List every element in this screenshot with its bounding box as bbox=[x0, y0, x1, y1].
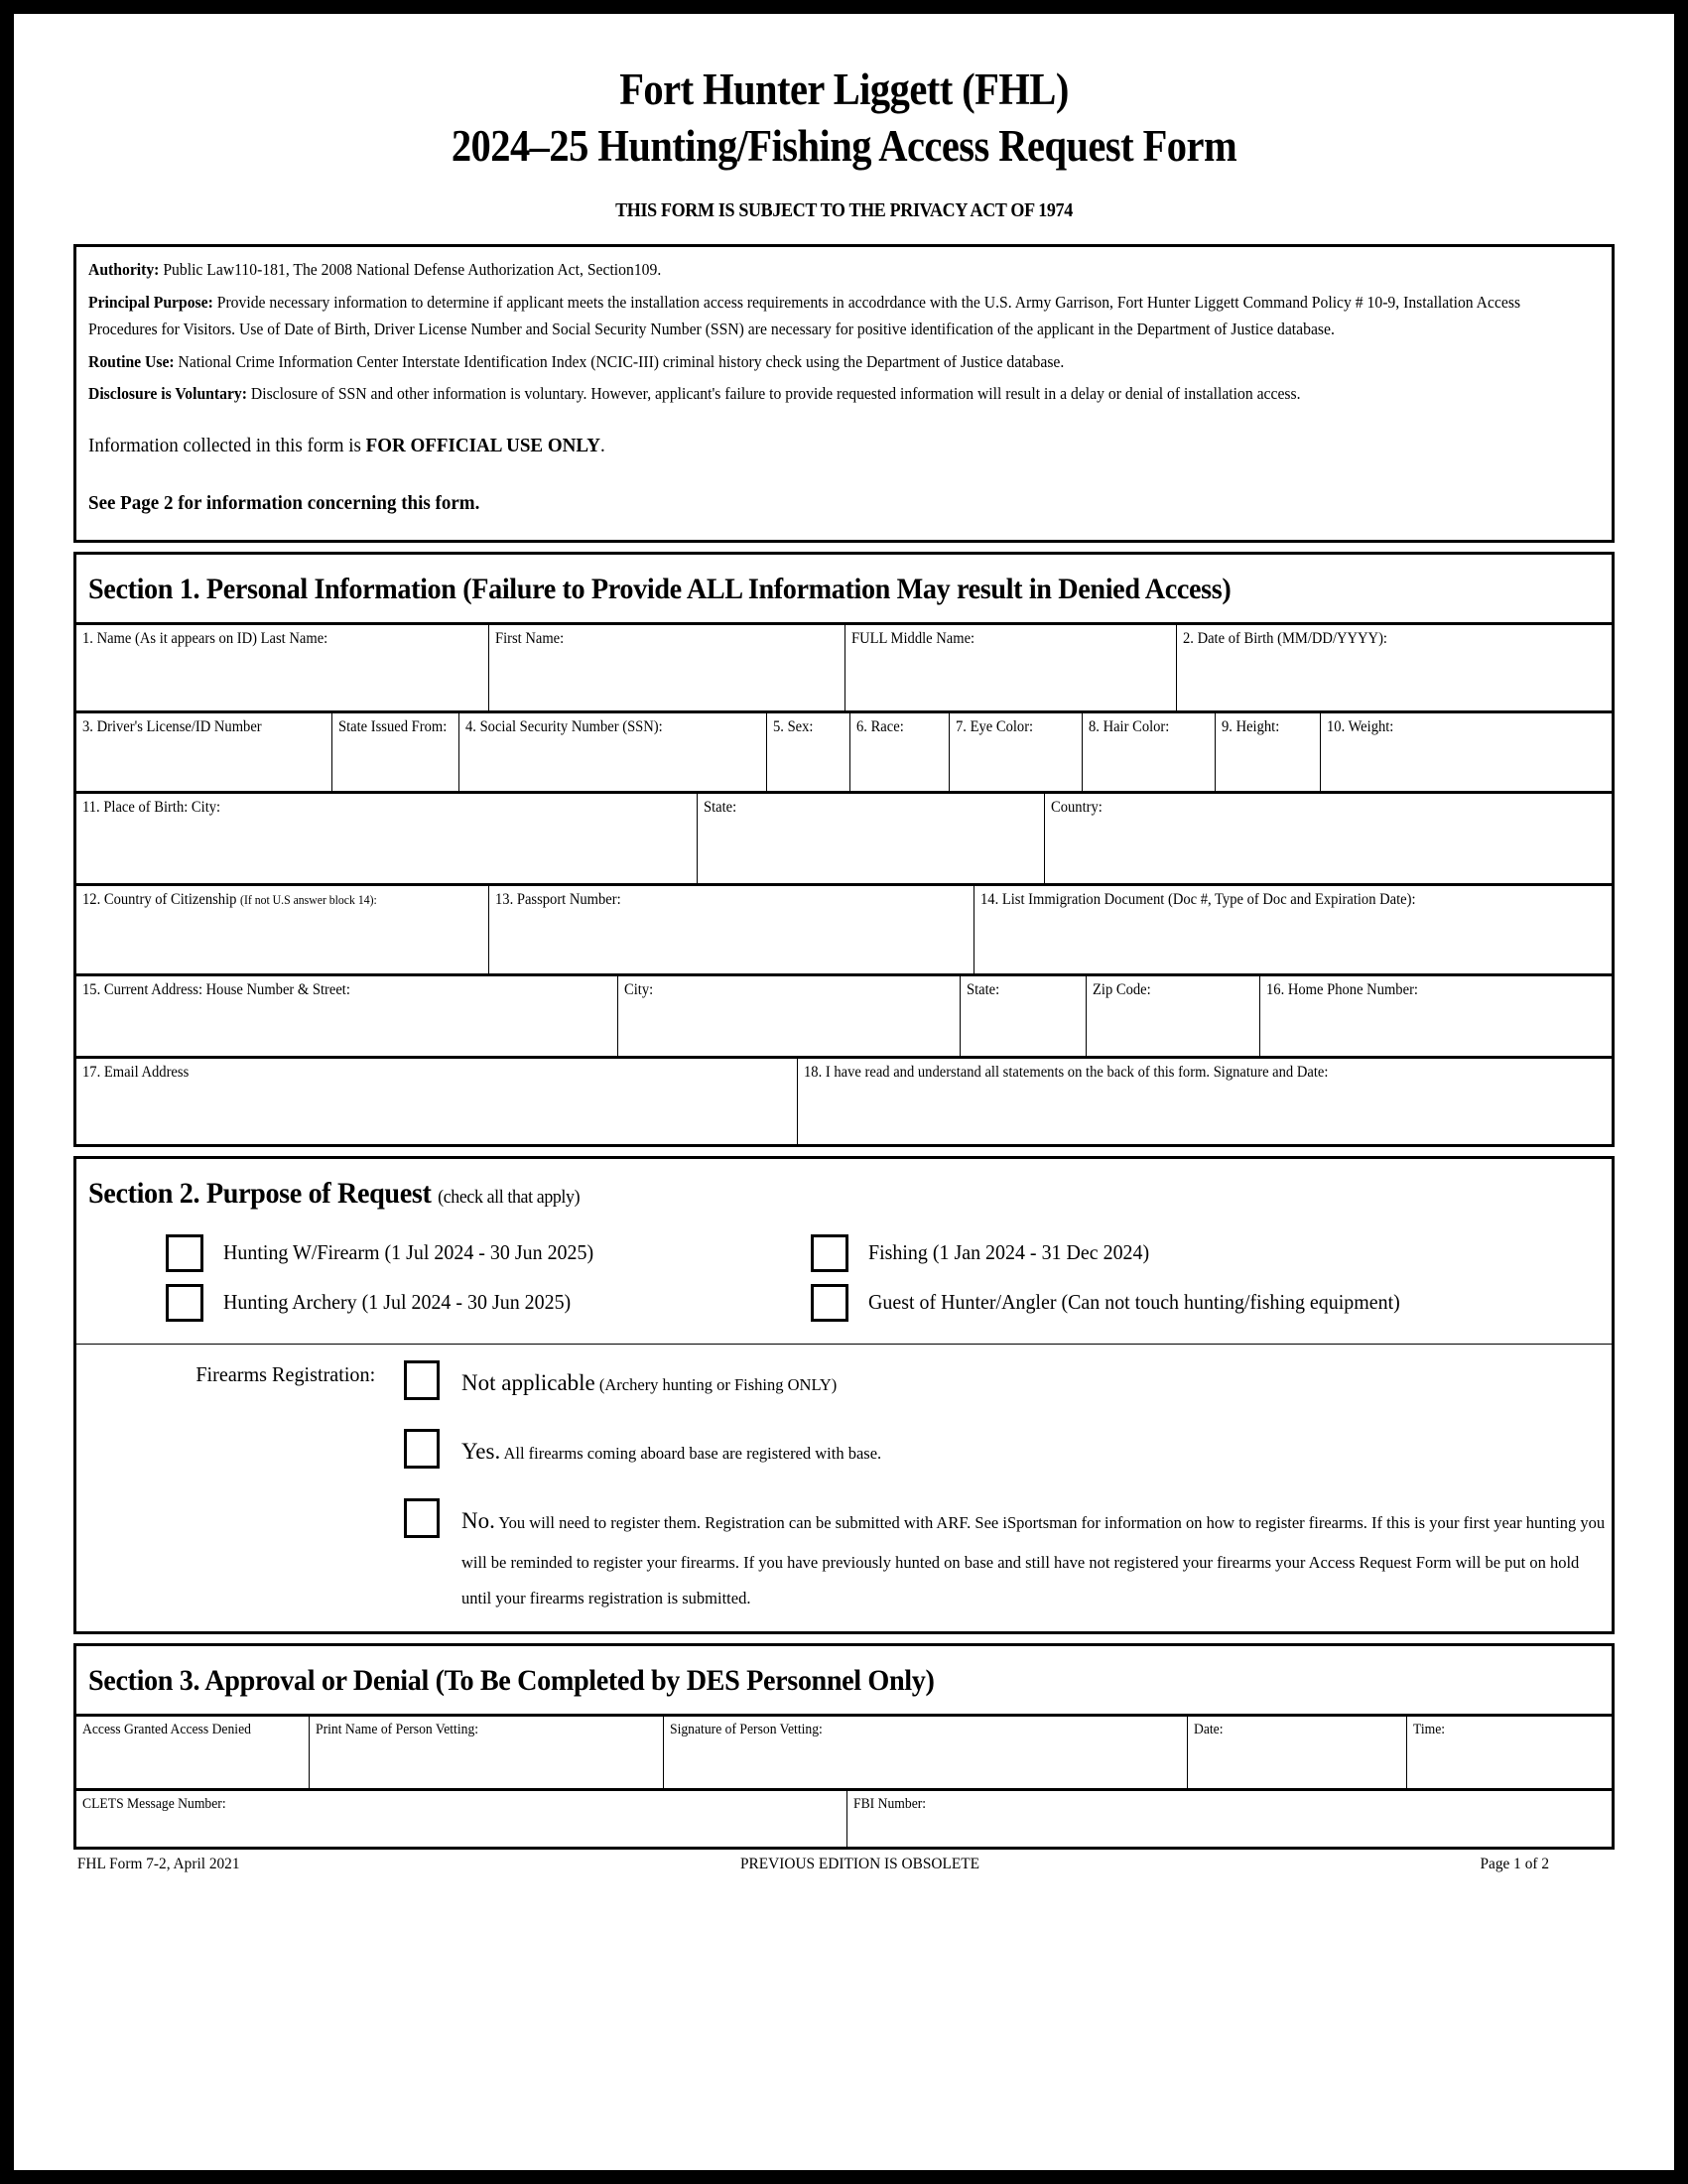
field-passport-label: 13. Passport Number: bbox=[495, 890, 622, 908]
privacy-principal-purpose bbox=[88, 290, 1524, 342]
privacy-authority bbox=[88, 257, 1524, 284]
field-state-issued-from[interactable] bbox=[332, 713, 459, 791]
firearms-no-text bbox=[461, 1496, 1612, 1615]
field-race-label: 6. Race: bbox=[856, 717, 904, 735]
section-2 bbox=[73, 1156, 1615, 1634]
privacy-authority-label: Authority: bbox=[88, 260, 160, 280]
section-2-title-text: Section 2. Purpose of Request bbox=[88, 1176, 432, 1210]
field-immigration-document-label: 14. List Immigration Document (Doc #, Type of Doc and Expiration Date): bbox=[979, 890, 1416, 908]
checkbox-guest[interactable] bbox=[811, 1284, 848, 1322]
field-row-citizenship bbox=[76, 883, 1612, 973]
field-sex-label: 5. Sex: bbox=[773, 717, 814, 735]
field-print-name-vetting[interactable] bbox=[310, 1717, 664, 1788]
checkbox-hunting-archery[interactable] bbox=[166, 1284, 203, 1322]
field-weight[interactable] bbox=[1321, 713, 1419, 791]
section-2-header bbox=[73, 1156, 1615, 1226]
field-date-of-birth-label: 2. Date of Birth (MM/DD/YYYY): bbox=[1182, 629, 1387, 647]
fouo-prefix: Information collected in this form is bbox=[88, 434, 366, 456]
field-address-state-label: State: bbox=[966, 980, 999, 998]
field-address-state[interactable] bbox=[961, 976, 1088, 1056]
purpose-option-guest[interactable] bbox=[801, 1284, 1428, 1322]
checkbox-firearms-not-applicable[interactable] bbox=[404, 1360, 440, 1400]
field-row-identifiers bbox=[76, 710, 1612, 791]
field-row-vetting bbox=[76, 1714, 1612, 1788]
field-drivers-license-label: 3. Driver's License/ID Number bbox=[82, 717, 262, 735]
section-2-title-note: (check all that apply) bbox=[438, 1186, 581, 1208]
field-pob-city-label: 11. Place of Birth: City: bbox=[82, 798, 221, 816]
privacy-fouo-line bbox=[88, 430, 1524, 461]
field-signature-and-date[interactable] bbox=[798, 1059, 1612, 1144]
firearms-not-applicable-note: (Archery hunting or Fishing ONLY) bbox=[598, 1374, 838, 1394]
firearms-not-applicable-label: Not applicable bbox=[461, 1369, 595, 1395]
page-title-line1: Fort Hunter Liggett (FHL) bbox=[619, 64, 1069, 114]
field-signature-vetting[interactable] bbox=[664, 1717, 1188, 1788]
field-address-zip[interactable] bbox=[1087, 976, 1260, 1056]
fouo-suffix: . bbox=[599, 434, 605, 456]
field-address-street[interactable] bbox=[76, 976, 618, 1056]
footer-page-number: Page 1 of 2 bbox=[1480, 1856, 1550, 1872]
field-signature-vetting-label: Signature of Person Vetting: bbox=[669, 1722, 823, 1737]
firearms-registration-block bbox=[73, 1344, 1615, 1634]
field-immigration-document[interactable] bbox=[974, 886, 1613, 973]
firearms-no-note: You will need to register them. Registration can be submitted with ARF. See iSportsman for information on how to register firearms. If this is your first year hunting you will be reminded to register your firearms. If you have previously hunted on base and still have not registered your firearms your Access Request Form will be put on hold until your firearms registration is submitted. bbox=[461, 1512, 1606, 1607]
field-email-address[interactable] bbox=[76, 1059, 798, 1144]
form-sheet bbox=[14, 14, 1674, 2170]
checkbox-firearms-no[interactable] bbox=[404, 1498, 440, 1538]
page-title-line2: 2024–25 Hunting/Fishing Access Request Form bbox=[451, 120, 1237, 171]
firearms-not-applicable-text bbox=[461, 1358, 837, 1407]
field-print-name-vetting-label: Print Name of Person Vetting: bbox=[316, 1722, 479, 1737]
footer-form-id: FHL Form 7-2, April 2021 bbox=[76, 1856, 240, 1872]
checkbox-fishing[interactable] bbox=[811, 1234, 848, 1272]
fouo-emphasis: FOR OFFICIAL USE ONLY bbox=[365, 434, 600, 456]
field-ssn-label: 4. Social Security Number (SSN): bbox=[465, 717, 663, 735]
section-1-fields bbox=[73, 622, 1615, 1147]
field-race[interactable] bbox=[850, 713, 950, 791]
field-clets-message-number-label: CLETS Message Number: bbox=[82, 1796, 226, 1812]
field-clets-message-number[interactable] bbox=[76, 1791, 847, 1847]
field-drivers-license[interactable] bbox=[76, 713, 332, 791]
firearms-no-label: No. bbox=[461, 1507, 495, 1533]
field-first-name[interactable] bbox=[489, 625, 845, 710]
field-row-address bbox=[76, 973, 1612, 1056]
field-eye-color-label: 7. Eye Color: bbox=[956, 717, 1034, 735]
purpose-option-hunting-firearm[interactable] bbox=[76, 1234, 801, 1272]
field-first-name-label: First Name: bbox=[495, 629, 565, 647]
section-3-header bbox=[73, 1643, 1615, 1714]
field-access-status-label: Access Granted Access Denied bbox=[82, 1722, 251, 1737]
field-citizenship[interactable] bbox=[76, 886, 489, 973]
see-page-2-note: See Page 2 for information concerning this form. bbox=[88, 492, 480, 515]
field-passport[interactable] bbox=[489, 886, 974, 973]
privacy-disclosure bbox=[88, 381, 1524, 408]
field-pob-state[interactable] bbox=[698, 794, 1046, 883]
checkbox-firearms-yes[interactable] bbox=[404, 1429, 440, 1469]
firearms-option-not-applicable[interactable] bbox=[76, 1358, 1612, 1427]
section-1-title: Section 1. Personal Information (Failure to Provide ALL Information May result in Denied Access) bbox=[88, 572, 1232, 605]
field-fbi-number[interactable] bbox=[847, 1791, 1612, 1847]
field-address-street-label: 15. Current Address: House Number & Street: bbox=[82, 980, 350, 998]
field-row-place-of-birth bbox=[76, 791, 1612, 883]
field-vetting-time-label: Time: bbox=[1412, 1722, 1445, 1737]
field-hair-color-label: 8. Hair Color: bbox=[1089, 717, 1170, 735]
firearms-option-yes[interactable] bbox=[76, 1427, 1612, 1495]
privacy-disclosure-label: Disclosure is Voluntary: bbox=[88, 384, 247, 404]
form-footer bbox=[73, 1850, 1553, 1873]
field-last-name-label: 1. Name (As it appears on ID) Last Name: bbox=[82, 629, 328, 647]
section-1 bbox=[73, 552, 1615, 1147]
privacy-act-statement-box bbox=[73, 244, 1615, 542]
field-weight-label: 10. Weight: bbox=[1327, 717, 1394, 735]
purpose-row-2 bbox=[76, 1278, 1612, 1328]
field-hair-color[interactable] bbox=[1083, 713, 1216, 791]
section-2-title bbox=[88, 1177, 1509, 1211]
field-row-name bbox=[76, 622, 1612, 710]
section-1-header bbox=[73, 552, 1615, 622]
form-header bbox=[73, 62, 1615, 222]
field-address-city[interactable] bbox=[618, 976, 961, 1056]
field-signature-and-date-label: 18. I have read and understand all statements on the back of this form. Signature and Date: bbox=[804, 1063, 1329, 1081]
field-address-zip-label: Zip Code: bbox=[1093, 980, 1151, 998]
field-date-of-birth[interactable] bbox=[1177, 625, 1612, 710]
privacy-routine-use-label: Routine Use: bbox=[88, 351, 175, 371]
privacy-act-notice: THIS FORM IS SUBJECT TO THE PRIVACY ACT OF 1974 bbox=[615, 199, 1073, 222]
field-fbi-number-label: FBI Number: bbox=[852, 1796, 927, 1812]
firearms-option-no[interactable] bbox=[76, 1496, 1612, 1615]
field-middle-name-label: FULL Middle Name: bbox=[850, 629, 975, 647]
field-eye-color[interactable] bbox=[950, 713, 1083, 791]
purpose-row-1 bbox=[76, 1228, 1612, 1278]
field-height-label: 9. Height: bbox=[1222, 717, 1280, 735]
field-last-name[interactable] bbox=[76, 625, 489, 710]
purpose-option-hunting-archery[interactable] bbox=[76, 1284, 801, 1322]
field-citizenship-label: 12. Country of Citizenship (If not U.S answer block 14): bbox=[82, 890, 377, 908]
field-row-email-signature bbox=[76, 1056, 1612, 1147]
field-address-city-label: City: bbox=[623, 980, 653, 998]
firearms-yes-label: Yes. bbox=[461, 1439, 501, 1465]
field-email-address-label: 17. Email Address bbox=[82, 1063, 190, 1081]
purpose-option-fishing-label: Fishing (1 Jan 2024 - 31 Dec 2024) bbox=[868, 1240, 1150, 1265]
field-pob-country-label: Country: bbox=[1051, 798, 1104, 816]
section-3 bbox=[73, 1643, 1615, 1850]
section-3-fields bbox=[73, 1714, 1615, 1850]
purpose-option-guest-label: Guest of Hunter/Angler (Can not touch hunting/fishing equipment) bbox=[868, 1290, 1400, 1315]
field-middle-name[interactable] bbox=[845, 625, 1177, 710]
section-3-title: Section 3. Approval or Denial (To Be Completed by DES Personnel Only) bbox=[88, 1664, 935, 1697]
privacy-disclosure-text: Disclosure of SSN and other information is voluntary. However, applicant's failure to provide requested information will result in a delay or denial of installation access. bbox=[250, 384, 1301, 404]
checkbox-hunting-firearm[interactable] bbox=[166, 1234, 203, 1272]
field-height[interactable] bbox=[1216, 713, 1321, 791]
firearms-yes-text bbox=[461, 1427, 881, 1476]
section-2-purpose-options bbox=[73, 1226, 1615, 1344]
firearms-yes-note: All firearms coming aboard base are registered with base. bbox=[503, 1444, 882, 1464]
field-pob-country[interactable] bbox=[1045, 794, 1612, 883]
field-sex[interactable] bbox=[767, 713, 850, 791]
privacy-routine-use bbox=[88, 349, 1524, 376]
field-vetting-date[interactable] bbox=[1188, 1717, 1407, 1788]
field-access-status[interactable] bbox=[76, 1717, 310, 1788]
privacy-principal-purpose-text: Provide necessary information to determine if applicant meets the installation access requirements in accodrdance with the U.S. Army Garrison, Fort Hunter Liggett Command Policy # 10-9, Installation Access Procedures for Visitors. Use of Date of Birth, Driver License Number and Social Security Number (SSN) are necessary for positive identification of the applicant in the Department of Justice database. bbox=[88, 293, 1521, 338]
privacy-authority-text: Public Law110-181, The 2008 National Defense Authorization Act, Section109. bbox=[163, 260, 662, 280]
purpose-option-fishing[interactable] bbox=[801, 1234, 1164, 1272]
field-vetting-date-label: Date: bbox=[1193, 1722, 1224, 1737]
firearms-registration-title: Firearms Registration: bbox=[195, 1361, 376, 1386]
footer-edition-note: PREVIOUS EDITION IS OBSOLETE bbox=[739, 1856, 980, 1872]
field-pob-city[interactable] bbox=[76, 794, 698, 883]
field-row-clets-fbi bbox=[76, 1788, 1612, 1850]
purpose-option-hunting-firearm-label: Hunting W/Firearm (1 Jul 2024 - 30 Jun 2025) bbox=[223, 1240, 594, 1265]
field-home-phone[interactable] bbox=[1260, 976, 1612, 1056]
field-pob-state-label: State: bbox=[703, 798, 736, 816]
privacy-routine-use-text: National Crime Information Center Interstate Identification Index (NCIC-III) criminal history check using the Department of Justice database. bbox=[178, 351, 1065, 371]
field-home-phone-label: 16. Home Phone Number: bbox=[1266, 980, 1419, 998]
field-state-issued-from-label: State Issued From: bbox=[338, 717, 448, 735]
privacy-principal-purpose-label: Principal Purpose: bbox=[88, 293, 213, 313]
purpose-option-hunting-archery-label: Hunting Archery (1 Jul 2024 - 30 Jun 2025) bbox=[223, 1290, 572, 1315]
field-ssn[interactable] bbox=[459, 713, 767, 791]
field-vetting-time[interactable] bbox=[1407, 1717, 1612, 1788]
